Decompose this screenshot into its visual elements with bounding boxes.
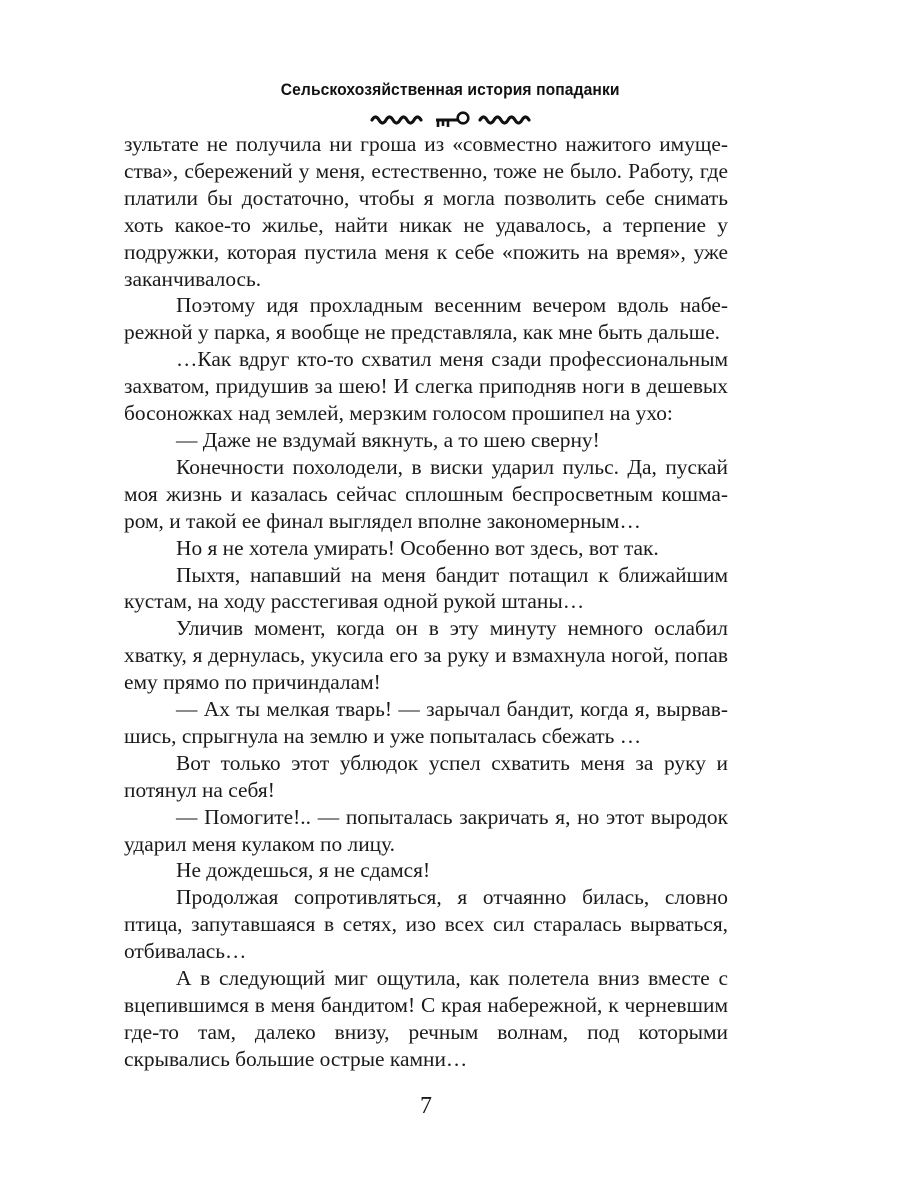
paragraph: зультате не получила ни гроша из «совместно нажитого имущества», сбережений у меня, естественно, тоже не было. Работу, где платили бы достаточно, чтобы я могла позволить себе снимать хоть какое-то жилье, найти никак не удавалось, а терпение у подружки, которая пустила меня к себе «пожить на время», уже заканчивалось. <box>124 132 728 291</box>
paragraph: — Помогите!.. — попыталась закричать я, но этот выродок ударил меня кулаком по лицу. <box>124 804 728 856</box>
right-wave-ornament <box>480 117 529 123</box>
paragraph: Пыхтя, напавший на меня бандит потащил к ближайшим кустам, на ходу расстегивая одной рукой штаны… <box>124 562 728 614</box>
paragraph: Вот только этот ублюдок успел схватить меня за руку и потянул на себя! <box>124 750 728 802</box>
paragraph: — Даже не вздумай вякнуть, а то шею сверну! <box>176 427 600 452</box>
header-ornament <box>370 107 534 129</box>
paragraph: …Как вдруг кто-то схватил меня сзади профессиональным захватом, придушив за шею! И слегка приподняв ноги в дешевых босоножках над землей, мерзким голосом прошипел на ухо: <box>124 347 728 426</box>
page-number: 7 <box>420 1093 432 1119</box>
paragraph: Не дождешься, я не сдамся! <box>176 858 431 883</box>
paragraph: — Ах ты мелкая тварь! — зарычал бандит, когда я, вырвавшись, спрыгнула на землю и уже попыталась сбежать … <box>124 697 728 748</box>
paragraph: Конечности похолодели, в виски ударил пульс. Да, пускай моя жизнь и казалась сейчас сплошным беспросветным кошмаром, и такой ее финал выглядел вполне закономерным… <box>124 454 728 533</box>
paragraph: Но я не хотела умирать! Особенно вот здесь, вот так. <box>176 535 659 560</box>
paragraph: Продолжая сопротивляться, я отчаянно билась, словно птица, запутавшаяся в сетях, изо всех сил старалась вырваться, отбивалась… <box>124 885 728 964</box>
key-icon <box>436 113 468 127</box>
paragraph: Поэтому идя прохладным весенним вечером вдоль набережной у парка, я вообще не представляла, как мне быть дальше. <box>124 293 728 345</box>
body-text <box>124 131 728 1073</box>
paragraph: А в следующий миг ощутила, как полетела вниз вместе с вцепившимся в меня бандитом! С края набережной, к черневшим где-то там, далеко внизу, речным волнам, под которыми скрывались большие острые камни… <box>124 966 728 1071</box>
running-head-title: Сельскохозяйственная история попаданки <box>280 80 620 99</box>
left-wave-ornament <box>372 117 421 123</box>
paragraph: Уличив момент, когда он в эту минуту немного ослабил хватку, я дернулась, укусила его за руку и взмахнула ногой, попав ему прямо по причиндалам! <box>124 616 728 695</box>
